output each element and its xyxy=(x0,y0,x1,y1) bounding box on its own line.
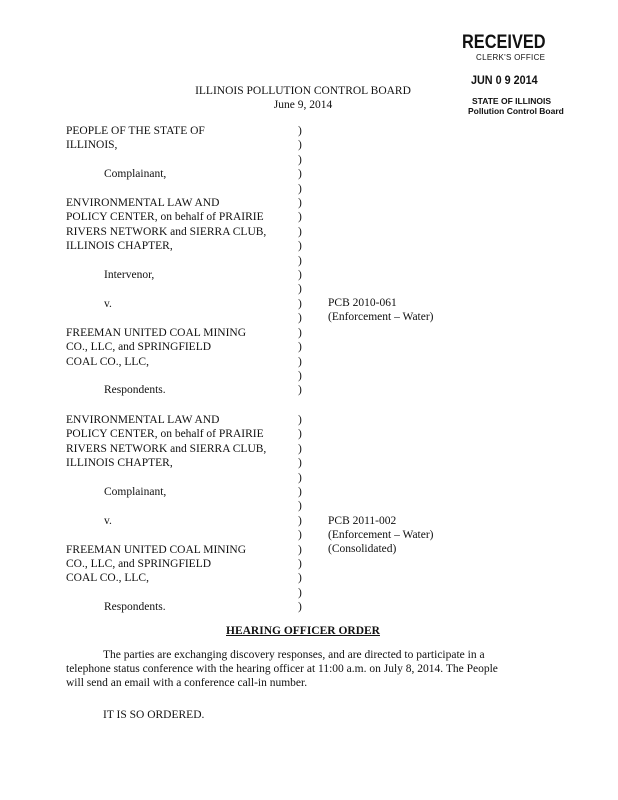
case2-line: ENVIRONMENTAL LAW AND xyxy=(66,414,220,426)
case2-line: COAL CO., LLC, xyxy=(66,572,149,585)
case1-pcb-number: PCB 2010-061 xyxy=(328,297,397,309)
stamp-state: STATE OF ILLINOIS xyxy=(472,96,552,106)
case1-line: RIVERS NETWORK and SIERRA CLUB, xyxy=(66,225,267,238)
order-date: June 9, 2014 xyxy=(273,99,333,111)
case2-line xyxy=(66,528,266,542)
case1-line xyxy=(66,254,266,268)
case1-line: ILLINOIS, xyxy=(66,139,118,152)
case1-line xyxy=(66,282,266,296)
case2-line xyxy=(66,499,266,513)
case1-line: FREEMAN UNITED COAL MINING xyxy=(66,326,247,339)
case2-parens: ) ) ) ) ) ) ) ) ) ) ) ) ) ) xyxy=(298,414,302,614)
case2-line xyxy=(66,586,266,600)
stamp-clerks-office: CLERK'S OFFICE xyxy=(476,53,546,62)
case1-line: COAL CO., LLC, xyxy=(66,355,149,368)
case1-line: v. xyxy=(104,297,112,310)
case1-caption xyxy=(66,124,266,398)
case2-caption xyxy=(66,413,266,615)
board-title: ILLINOIS POLLUTION CONTROL BOARD xyxy=(195,85,411,97)
case1-line xyxy=(66,182,266,196)
case1-line xyxy=(66,311,266,325)
case2-line: ILLINOIS CHAPTER, xyxy=(66,457,173,470)
case1-line: ENVIRONMENTAL LAW AND xyxy=(66,197,220,210)
case1-parens: ) ) ) ) ) ) ) ) ) ) ) ) ) ) ) ) ) ) ) xyxy=(298,125,302,397)
stamp-board: Pollution Control Board xyxy=(468,106,564,116)
case2-line: v. xyxy=(104,514,112,527)
order-paragraph-line2: telephone status conference with the hearing officer at 11:00 a.m. on July 8, 2014. The People xyxy=(66,663,498,675)
case2-line: Respondents. xyxy=(104,601,166,614)
case1-line: Respondents. xyxy=(104,384,166,397)
stamp-received: RECEIVED xyxy=(462,32,546,53)
case1-line: CO., LLC, and SPRINGFIELD xyxy=(66,341,212,354)
order-paragraph-line3: will send an email with a conference call-in number. xyxy=(66,677,308,689)
order-paragraph-line1: The parties are exchanging discovery responses, and are directed to participate in a xyxy=(103,649,485,661)
case1-line: Intervenor, xyxy=(104,269,155,282)
order-closing: IT IS SO ORDERED. xyxy=(103,709,205,721)
stamp-date: JUN 0 9 2014 xyxy=(471,73,538,87)
case2-consolidated: (Consolidated) xyxy=(328,543,397,555)
case2-case-type: (Enforcement – Water) xyxy=(328,529,434,541)
case2-pcb-number: PCB 2011-002 xyxy=(328,515,397,527)
order-title-text: HEARING OFFICER ORDER xyxy=(226,625,380,637)
case1-line xyxy=(66,153,266,167)
case2-line: POLICY CENTER, on behalf of PRAIRIE xyxy=(66,428,264,441)
case1-line xyxy=(66,369,266,383)
case1-line: ILLINOIS CHAPTER, xyxy=(66,240,173,253)
case1-line: PEOPLE OF THE STATE OF xyxy=(66,125,205,137)
case1-case-type: (Enforcement – Water) xyxy=(328,311,434,323)
case1-line: Complainant, xyxy=(104,168,167,181)
case1-line: POLICY CENTER, on behalf of PRAIRIE xyxy=(66,211,264,224)
case2-line: RIVERS NETWORK and SIERRA CLUB, xyxy=(66,442,267,455)
case2-line: FREEMAN UNITED COAL MINING xyxy=(66,543,247,556)
case2-line: Complainant, xyxy=(104,486,167,499)
order-title xyxy=(0,624,612,638)
case2-line xyxy=(66,471,266,485)
case2-line: CO., LLC, and SPRINGFIELD xyxy=(66,558,212,571)
